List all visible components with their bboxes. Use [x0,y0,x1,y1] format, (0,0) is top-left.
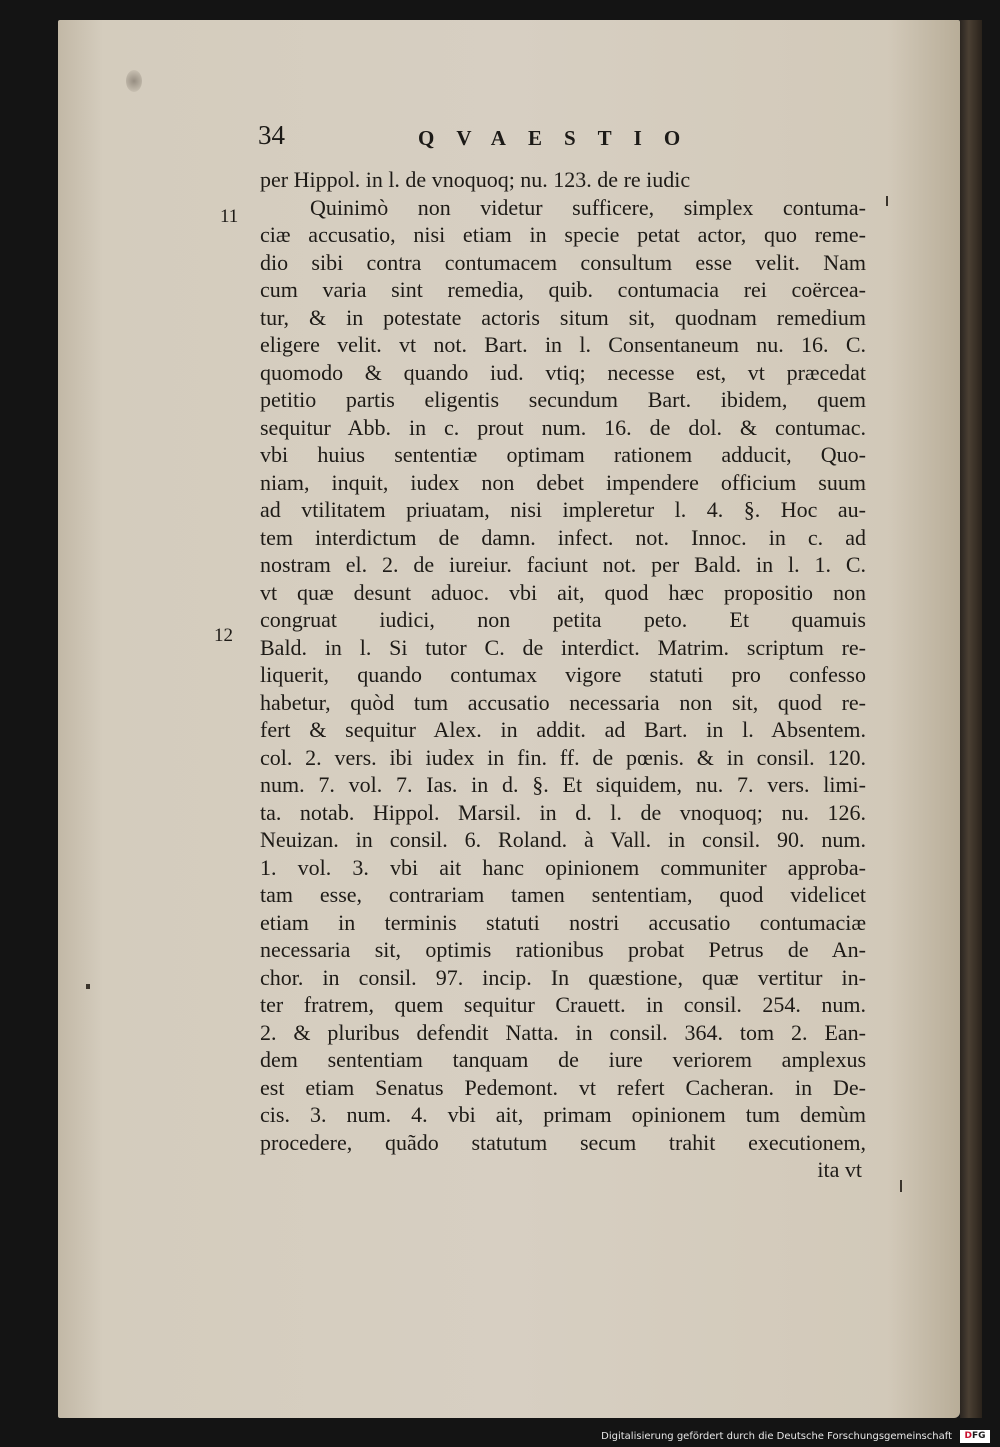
text-line: ter fratrem, quem sequitur Crauett. in consil. 254. num. [260,992,866,1017]
text-line: Neuizan. in consil. 6. Roland. à Vall. in consil. 90. num. [260,827,866,852]
digitization-footer [601,1425,1000,1447]
page-number: 34 [258,120,285,150]
text-line: tem interdictum de damn. infect. not. Innoc. in c. ad [260,524,866,550]
text-line: chor. in consil. 97. incip. In quæstione, quæ vertitur in- [260,964,866,990]
margin-number-11: 11 [220,206,239,227]
margin-mark [86,984,90,989]
text-line: nostram el. 2. de iureiur. faciunt not. per Bald. in l. 1. C. [260,552,866,577]
body-text [260,166,866,1184]
text-line: cum varia sint remedia, quib. contumacia rei coërcea- [260,277,866,302]
text-line: col. 2. vers. ibi iudex in fin. ff. de pœnis. & in consil. 120. [260,744,866,770]
dfg-logo-d: D [964,1431,972,1441]
text-line: sequitur Abb. in c. prout num. 16. de dol. & contumac. [260,414,866,440]
text-line: cis. 3. num. 4. vbi ait, primam opinionem tum demùm [260,1102,866,1127]
page-header [258,120,758,160]
catchword: ita vt [817,1157,862,1182]
text-line: 1. vol. 3. vbi ait hanc opinionem communiter approba- [260,854,866,880]
text-line: tam esse, contrariam tamen sententiam, quod videlicet [260,882,866,907]
text-line: liquerit, quando contumax vigore statuti pro confesso [260,662,866,687]
text-line: num. 7. vol. 7. Ias. in d. §. Et siquidem, nu. 7. vers. limi- [260,772,866,797]
margin-number-12: 12 [214,625,233,646]
text-line: fert & sequitur Alex. in addit. ad Bart. in l. Absentem. [260,717,866,742]
running-head: QVAESTIO [418,126,703,150]
dfg-logo [960,1430,990,1443]
text-line: ta. notab. Hippol. Marsil. in d. l. de vnoquoq; nu. 126. [260,799,866,825]
text-line: vt quæ desunt aduoc. vbi ait, quod hæc propositio non [260,579,866,605]
text-line: procedere, quãdo statutum secum trahit executionem, [260,1129,866,1155]
book-page [58,20,960,1418]
text-line: necessaria sit, optimis rationibus probat Petrus de An- [260,937,866,962]
footer-credit: Digitalisierung gefördert durch die Deutsche Forschungsgemeinschaft [601,1430,952,1442]
text-line: quomodo & quando iud. vtiq; necesse est, vt præcedat [260,359,866,385]
text-line: eligere velit. vt not. Bart. in l. Consentaneum nu. 16. C. [260,332,866,357]
text-line: Quinimò non videtur sufficere, simplex contuma- [310,194,866,220]
text-line: est etiam Senatus Pedemont. vt refert Cacheran. in De- [260,1074,866,1100]
text-line: 2. & pluribus defendit Natta. in consil. 364. tom 2. Ean- [260,1019,866,1045]
text-line: niam, inquit, iudex non debet impendere officium suum [260,469,866,495]
dfg-logo-fg: FG [971,1431,986,1441]
page-smudge [126,70,142,92]
text-line: petitio partis eligentis secundum Bart. ibidem, quem [260,387,866,412]
text-line: ad vtilitatem priuatam, nisi impleretur l. 4. §. Hoc au- [260,497,866,522]
text-line: habetur, quòd tum accusatio necessaria non sit, quod re- [260,689,866,715]
text-line: etiam in terminis statuti nostri accusatio contumaciæ [260,909,866,935]
margin-mark [886,196,888,206]
text-line: per Hippol. in l. de vnoquoq; nu. 123. de re iudic [260,167,691,192]
text-line: Bald. in l. Si tutor C. de interdict. Matrim. scriptum re- [260,634,866,660]
text-line: congruat iudici, non petita peto. Et quamuis [260,607,866,632]
margin-mark [900,1180,902,1192]
text-line: vbi huius sententiæ optimam rationem adducit, Quo- [260,442,866,467]
text-line: dem sententiam tanquam de iure veriorem amplexus [260,1047,866,1072]
text-line: dio sibi contra contumacem consultum esse velit. Nam [260,249,866,275]
text-line: tur, & in potestate actoris situm sit, quodnam remedium [260,304,866,330]
text-line: ciæ accusatio, nisi etiam in specie petat actor, quo reme- [260,222,866,247]
